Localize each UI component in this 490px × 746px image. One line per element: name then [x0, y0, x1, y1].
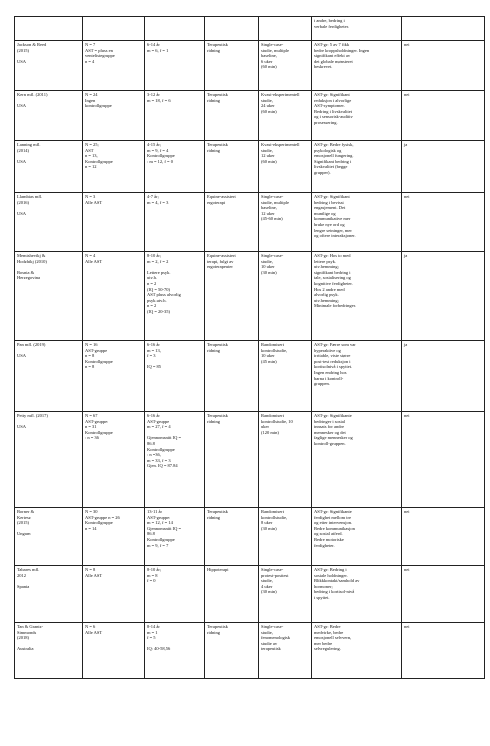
sample-cell: N = 67 AST-gruppe: n = 31 Kontrollgruppe : n = 36	[83, 412, 145, 508]
study-cell: Pan mfl. (2019) USA	[15, 341, 83, 412]
study-cell: Lanning mfl. (2014) USA	[15, 141, 83, 193]
followup-cell: nei	[402, 193, 485, 252]
results-cell: AST-gr: 5 av 7 fikk bedre kroppsholdninger. Ingen signifikant effekt av det globale mønsteret beskrevet.	[312, 41, 402, 91]
intervention-cell: Equine-assistert ergoterapi	[205, 193, 259, 252]
sample-cell: N = 16 AST-gruppe n = 8 Kontrollgruppe n = 8	[83, 341, 145, 412]
design-cell: Single-case- studie, multiple baseline, 6 uker (60 min)	[259, 41, 312, 91]
results-cell: AST-gr: Signifikant bedring i bevisst engasjement. Det muntlige og kommunikative mer bruke nye ord og lengre setninger, mer og oftere interaksjoner.	[312, 193, 402, 252]
table-row	[15, 341, 485, 412]
followup-cell: nei	[402, 412, 485, 508]
age-gender-cell: 4-15 år; m = 9, f = 4 Kontrollgruppe : m = 12, f = 0	[145, 141, 205, 193]
age-gender-cell: 13-11 år AST-gruppe: m = 12, f = 14 Gjennomsnitt IQ = 86.8 Kontrollgruppe m = 9, f = 7	[145, 508, 205, 566]
intervention-cell: Terapeutisk ridning	[205, 141, 259, 193]
sample-cell: N = 25; AST n = 13, Kontrollgruppe n = 12	[83, 141, 145, 193]
design-cell: Kvasi-eksperimentell studie, 24 uker (60 min)	[259, 91, 312, 141]
intervention-cell: Terapeutisk ridning	[205, 91, 259, 141]
sample-cell: N = 7 AST = pluss en ventelistegruppe n = 4	[83, 41, 145, 91]
age-gender-cell: 6-14 år m = 6, f = 1	[145, 41, 205, 91]
table-row	[15, 623, 485, 679]
age-gender-cell: 8-14 år m = 1 f = 5 IQ: 40-58,56	[145, 623, 205, 679]
design-cell: Randomisert kontrollstudie, 10 uker (120 min)	[259, 412, 312, 508]
followup-cell: ja	[402, 341, 485, 412]
followup-cell: nei	[402, 508, 485, 566]
table-row	[15, 17, 485, 41]
sample-cell: N = 8 Alle AST	[83, 566, 145, 623]
results-cell: AST-gr: Bedre medvirke, bedre emosjonell selvvern, mer bedre selvregulering.	[312, 623, 402, 679]
table-row	[15, 141, 485, 193]
sample-cell: N = 6 Alle AST	[83, 623, 145, 679]
table-row	[15, 508, 485, 566]
study-cell: Jackson & Reed (2015) USA	[15, 41, 83, 91]
studies-table-body	[15, 17, 485, 679]
age-gender-cell	[145, 17, 205, 41]
table-row	[15, 193, 485, 252]
results-cell: AST-gr: Bedre fysisk, psykologisk og emosjonell fungering. Signifikant bedring i livskvalitet (begge grupper).	[312, 141, 402, 193]
table-row	[15, 252, 485, 341]
age-gender-cell: 3-12 år m = 18, f = 6	[145, 91, 205, 141]
results-cell: AST-gr: Færre som var hyperaktive og irritable, viste større post-test reduksjon i kortisolnivå i spyttet. Ingen endring hos barna i kontroll- gruppen.	[312, 341, 402, 412]
table-row	[15, 91, 485, 141]
intervention-cell: Terapeutisk ridning	[205, 623, 259, 679]
intervention-cell: Terapeutisk ridning	[205, 508, 259, 566]
study-cell: Llambias mfl. (2016) USA	[15, 193, 83, 252]
followup-cell: ja	[402, 141, 485, 193]
followup-cell: nei	[402, 41, 485, 91]
design-cell: Single-case- studie, 10 uker (30 min)	[259, 252, 312, 341]
results-cell: i andre, bedring i verbale ferdigheter.	[312, 17, 402, 41]
table-row	[15, 412, 485, 508]
study-cell: Tabares mfl. 2012 Spania	[15, 566, 83, 623]
intervention-cell: Terapeutisk ridning	[205, 341, 259, 412]
design-cell: Single-case- protest-posttest studie, 4 uker (30 min)	[259, 566, 312, 623]
age-gender-cell: 6-16 år m = 13, f = 3 IQ = 85	[145, 341, 205, 412]
intervention-cell	[205, 17, 259, 41]
age-gender-cell: 8-10 år; m = 2, f = 2 Lettere psyk. utv.h. n = 2 (IQ = 50-70) AST pluss alvorlig psyk.utv.h. n = 2 (IQ = 20-35)	[145, 252, 205, 341]
followup-cell	[402, 17, 485, 41]
design-cell: Single-case- studie, multiple baseline, 12 uker (45-60 min)	[259, 193, 312, 252]
intervention-cell: Equine-assistert terapi, fulgt av ergoterapeuter	[205, 252, 259, 341]
age-gender-cell: 6-16 år AST-gruppe m = 27, f = 4 Gjennomsnitt IQ = 86.8 Kontrollgruppe : n =36, m = 33, f = 3 Gjen. IQ = 87.84	[145, 412, 205, 508]
results-cell: AST-gr: Bedring i sosiale holdninger. Blikkkontakt/samhold av hormoner; bedring i kortisol-nivå i spyttet.	[312, 566, 402, 623]
results-cell: AST-gr: Hos to med lettere psyk. utv.hemming; signifikant bedring i tale, sosialisering og kognitive ferdigheter. Hos 2 andre med alvorlig psyk. utv.hemming; Minimale forbedringer.	[312, 252, 402, 341]
age-gender-cell: 8-10 år; m = 8 f = 0	[145, 566, 205, 623]
sample-cell: N = 4 Alle AST	[83, 252, 145, 341]
study-cell: Petty mfl. (2017) USA	[15, 412, 83, 508]
intervention-cell: Terapeutisk ridning	[205, 412, 259, 508]
results-cell: AST-gr: Signifikant reduksjon i alvorlige AST-symptomer. Bedring i livskvalitet og i sensorisk-auditiv prosessering.	[312, 91, 402, 141]
intervention-cell: Hippoterapi	[205, 566, 259, 623]
age-gender-cell: 4-7 år; m = 4, f = 3	[145, 193, 205, 252]
study-cell	[15, 17, 83, 41]
study-cell: Kern mfl. (2011) USA	[15, 91, 83, 141]
followup-cell: nei	[402, 566, 485, 623]
followup-cell: ja	[402, 252, 485, 341]
table-row	[15, 41, 485, 91]
design-cell: Kvasi-eksperimentell studie, 12 uker (60 min)	[259, 141, 312, 193]
design-cell: Randomisert kontrollstudie, 10 uker (45 min)	[259, 341, 312, 412]
studies-table	[14, 16, 485, 679]
study-cell: Memishevikj & Hodzhikj (2010) Bosnia & Herzegovina	[15, 252, 83, 341]
table-row	[15, 566, 485, 623]
sample-cell: N = 24 Ingen kontrollgruppe	[83, 91, 145, 141]
design-cell: Single-case- studie, fenomenologisk studie av terapeutisk	[259, 623, 312, 679]
results-cell: AST-gr: Signifikante bedringer i sosial innsats for andre mennesker og det faglige mennesker og kontroll-gruppen.	[312, 412, 402, 508]
sample-cell	[83, 17, 145, 41]
sample-cell: N = 3 Alle AST	[83, 193, 145, 252]
results-cell: AST-gr: Signifikante ferdighet mellom tre og etter intervensjon. Bedre kommunikasjon og sosial atferd. Bedre motoriske ferdigheter.	[312, 508, 402, 566]
design-cell: Randomisert kontrollstudie, 8 uker (30 min)	[259, 508, 312, 566]
followup-cell: nei	[402, 91, 485, 141]
design-cell	[259, 17, 312, 41]
study-cell: Borner & Kertesz (2015) Ungarn	[15, 508, 83, 566]
followup-cell: nei	[402, 623, 485, 679]
intervention-cell: Terapeutisk ridning	[205, 41, 259, 91]
study-cell: Tan & Grantz- Simmonds (2018) Australia	[15, 623, 83, 679]
sample-cell: N = 30 AST-gruppe n = 26 Kontrollgruppe n = 14	[83, 508, 145, 566]
